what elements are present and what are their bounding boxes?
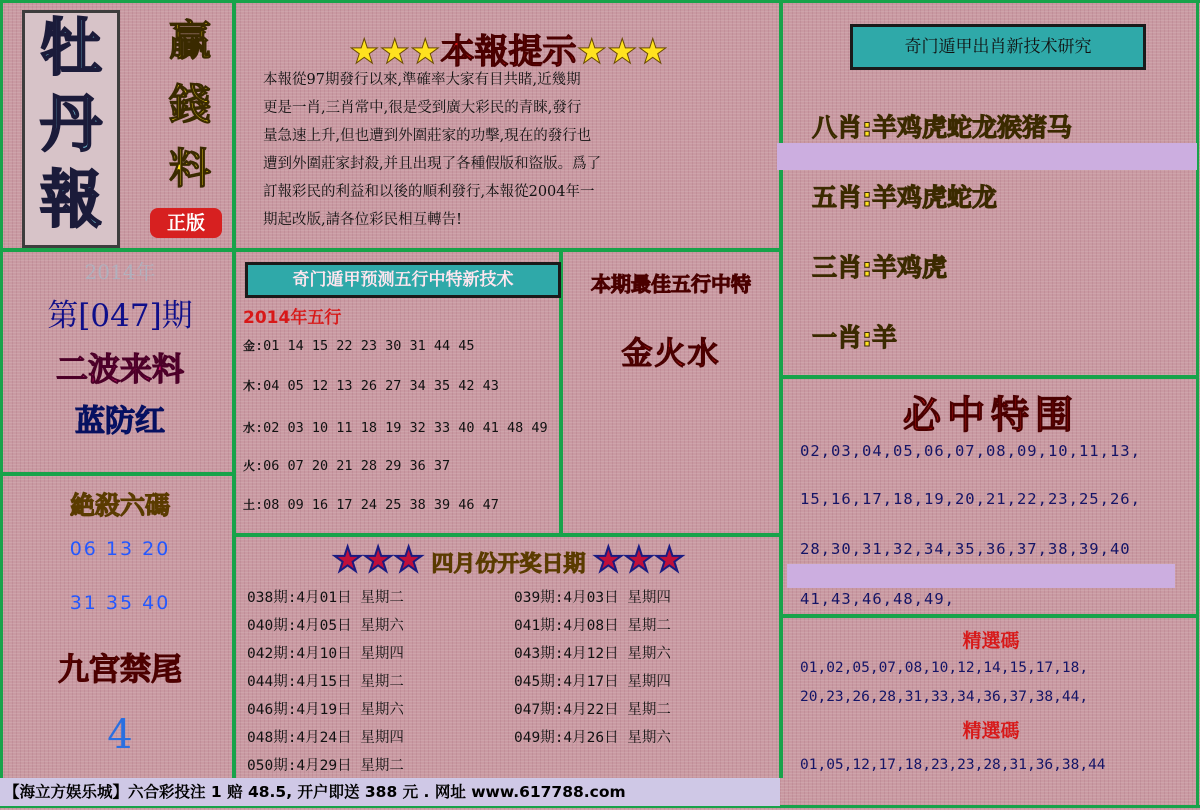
best-wuxing-title: 本期最佳五行中特 (591, 272, 751, 296)
element-label: 水 (243, 421, 256, 435)
issue-number: 第[047]期 (47, 298, 193, 334)
element-numbers: 02 03 10 11 18 19 32 33 40 41 48 49 (263, 420, 548, 436)
star-icons: ★★★ (593, 540, 685, 580)
special-numbers-line: 28,30,31,32,34,35,36,37,38,39,40 (800, 540, 1131, 558)
highlight-strip (777, 143, 1197, 170)
zodiac-line: 一肖:羊 (812, 323, 897, 352)
wave-value: 蓝防红 (75, 404, 165, 439)
wave-title: 二波来料 (55, 350, 184, 388)
element-numbers: 04 05 12 13 26 27 34 35 42 43 (263, 378, 499, 394)
schedule-entry: 049期:4月26日 星期六 (514, 730, 671, 746)
wuxing-row: 金:01 14 15 22 23 30 31 44 45 (243, 338, 475, 354)
grid-line (0, 0, 3, 808)
highlight-strip (787, 564, 1175, 588)
notice-line: 本報從97期發行以來,準確率大家有目共睹,近幾期 (263, 72, 581, 88)
schedule-entry: 043期:4月12日 星期六 (514, 646, 671, 662)
special-numbers-line: 02,03,04,05,06,07,08,09,10,11,13, (800, 442, 1141, 460)
grid-line (0, 472, 234, 476)
wuxing-year-label: 2014年五行 (243, 308, 342, 328)
wuxing-row: 水:02 03 10 11 18 19 32 33 40 41 48 49 (243, 420, 548, 436)
notice-line: 量急速上升,但也遭到外圍莊家的功擊,現在的發行也 (263, 128, 592, 144)
masthead-char: 丹 (39, 87, 102, 160)
notice-line: 訂報彩民的利益和以後的順利發行,本報從2004年一 (263, 184, 595, 200)
kill-six-line: 31 35 40 (69, 592, 171, 614)
notice-line: 更是一肖,三肖常中,很是受到廣大彩民的青睞,發行 (263, 100, 582, 116)
zodiac-line: 八肖:羊鸡虎蛇龙猴猪马 (812, 113, 1072, 142)
element-label: 土 (243, 498, 256, 512)
element-numbers: 06 07 20 21 28 29 36 37 (263, 458, 451, 474)
grid-line (232, 0, 236, 778)
notice-title-text: 本報提示 (440, 32, 577, 72)
schedule-title-text: 四月份开奖日期 (431, 552, 586, 577)
selected-title: 精選碼 (962, 630, 1020, 652)
grid-line (0, 248, 783, 252)
footer-ad: 【海立方娱乐城】六合彩投注 1 赔 48.5, 开户即送 388 元 . 网址 www.617788.com (4, 783, 626, 801)
schedule-entry: 045期:4月17日 星期四 (514, 674, 671, 690)
schedule-entry: 050期:4月29日 星期二 (247, 758, 404, 774)
schedule-entry: 048期:4月24日 星期四 (247, 730, 404, 746)
zodiac-banner: 奇门遁甲出肖新技术研究 (850, 24, 1146, 70)
selected-numbers-line: 01,05,12,17,18,23,23,28,31,36,38,44 (800, 757, 1106, 773)
best-wuxing-value: 金火水 (621, 336, 721, 372)
zodiac-line: 三肖:羊鸡虎 (812, 253, 947, 282)
selected-numbers-line: 20,23,26,28,31,33,34,36,37,38,44, (800, 689, 1089, 705)
special-numbers-line: 15,16,17,18,19,20,21,22,23,25,26, (800, 490, 1141, 508)
element-label: 火 (243, 459, 256, 473)
schedule-entry: 038期:4月01日 星期二 (247, 590, 404, 606)
grid-line (779, 375, 1199, 379)
star-icons: ★★★ (349, 32, 441, 72)
notice-body (263, 66, 773, 234)
notice-line: 遭到外圍莊家封殺,并且出現了各種假版和盜版。爲了 (263, 156, 602, 172)
genuine-badge: 正版 (150, 208, 222, 238)
grid-line (0, 0, 1200, 3)
schedule-title (237, 540, 780, 580)
side-char: 錢 (168, 80, 211, 129)
special-title: 必中特围 (902, 393, 1079, 437)
kill-six-title: 絶殺六碼 (69, 491, 170, 520)
element-numbers: 01 14 15 22 23 30 31 44 45 (263, 338, 475, 354)
star-icons: ★★★ (332, 540, 424, 580)
star-icons: ★★★ (576, 32, 668, 72)
schedule-entry: 039期:4月03日 星期四 (514, 590, 671, 606)
nine-palace-title: 九宫禁尾 (58, 652, 182, 688)
schedule-entry: 044期:4月15日 星期二 (247, 674, 404, 690)
banned-tail-number: 4 (107, 712, 133, 758)
masthead-char: 牡 (39, 11, 102, 84)
kill-six-line: 06 13 20 (69, 538, 171, 560)
grid-line (779, 614, 1199, 618)
selected-title: 精選碼 (962, 720, 1020, 742)
schedule-entry: 041期:4月08日 星期二 (514, 618, 671, 634)
wuxing-banner: 奇门遁甲预测五行中特新技术 (245, 262, 561, 298)
schedule-entry: 047期:4月22日 星期二 (514, 702, 671, 718)
grid-line (232, 533, 783, 537)
zodiac-line: 五肖:羊鸡虎蛇龙 (812, 183, 997, 212)
element-numbers: 08 09 16 17 24 25 38 39 46 47 (263, 497, 499, 513)
element-label: 木 (243, 379, 256, 393)
year-label: 2014年 (84, 260, 156, 284)
schedule-entry: 042期:4月10日 星期四 (247, 646, 404, 662)
wuxing-row: 土:08 09 16 17 24 25 38 39 46 47 (243, 497, 499, 513)
wuxing-row: 木:04 05 12 13 26 27 34 35 42 43 (243, 378, 499, 394)
element-label: 金 (243, 339, 256, 353)
side-char: 贏 (168, 16, 211, 65)
selected-numbers-line: 01,02,05,07,08,10,12,14,15,17,18, (800, 660, 1089, 676)
special-numbers-line: 41,43,46,48,49, (800, 590, 955, 608)
masthead-char: 報 (39, 163, 102, 236)
wuxing-row: 火:06 07 20 21 28 29 36 37 (243, 458, 451, 474)
side-char: 料 (168, 144, 211, 193)
notice-line: 期起改版,請各位彩民相互轉告! (263, 212, 462, 228)
schedule-entry: 040期:4月05日 星期六 (247, 618, 404, 634)
schedule-entry: 046期:4月19日 星期六 (247, 702, 404, 718)
